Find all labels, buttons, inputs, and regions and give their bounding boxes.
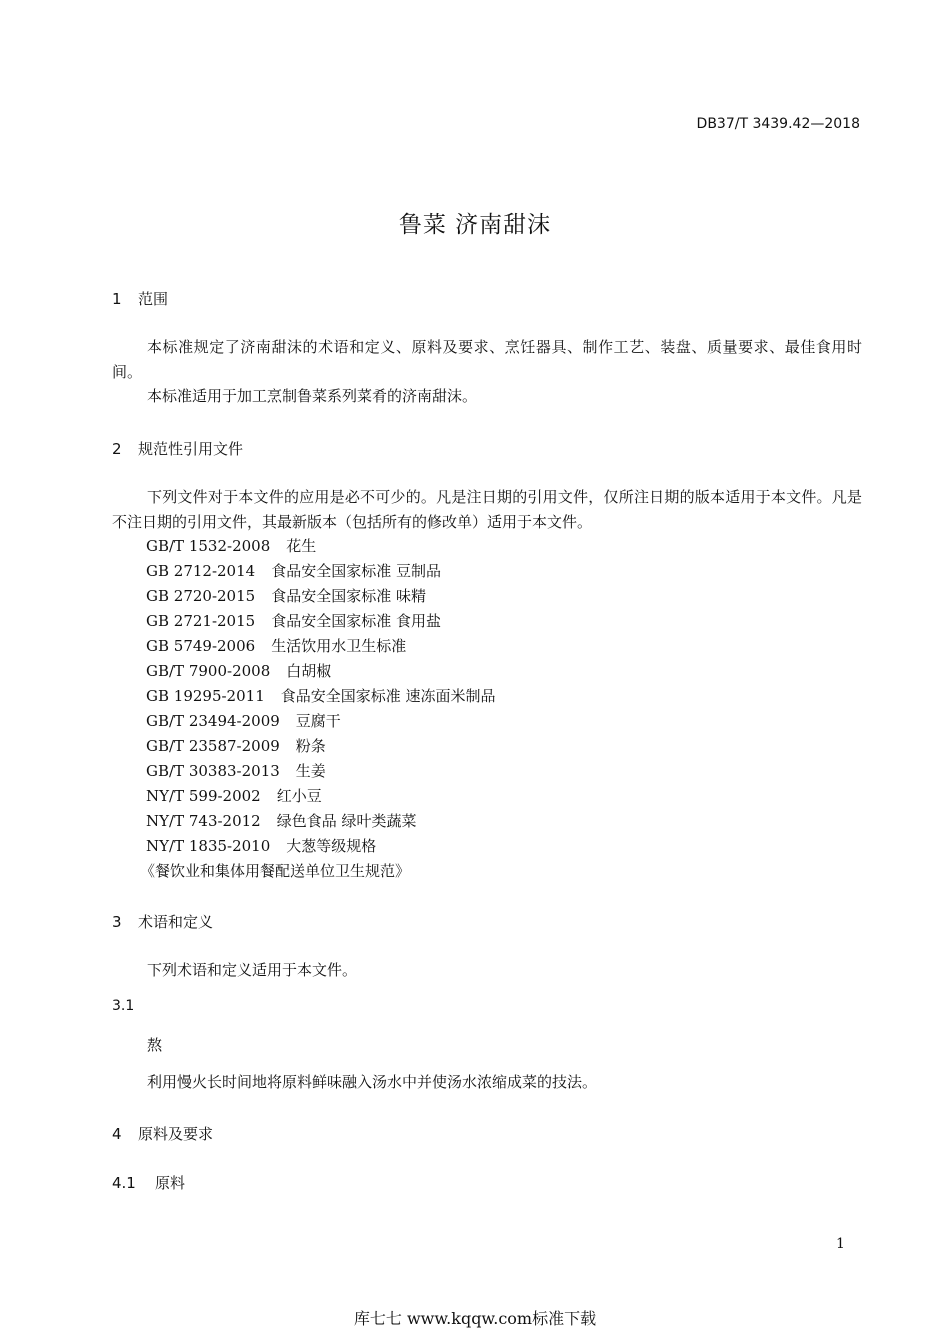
reference-name: 绿色食品 绿叶类蔬菜 xyxy=(276,812,417,830)
subsection-title: 原料 xyxy=(155,1174,186,1192)
section-number: 4 xyxy=(112,1125,122,1143)
section-title: 原料及要求 xyxy=(138,1125,214,1143)
reference-name: 食品安全国家标准 食用盐 xyxy=(271,612,441,630)
scope-paragraph-2: 本标准适用于加工烹制鲁菜系列菜肴的济南甜沫。 xyxy=(147,387,478,405)
section-number: 1 xyxy=(112,290,122,308)
subsection-number: 4.1 xyxy=(112,1174,136,1192)
reference-item xyxy=(146,760,326,781)
section-title: 范围 xyxy=(138,290,169,308)
reference-code: GB/T 1532-2008 xyxy=(146,537,271,555)
reference-item xyxy=(146,735,326,756)
reference-name: 食品安全国家标准 速冻面米制品 xyxy=(280,687,496,705)
reference-name: 大葱等级规格 xyxy=(286,837,377,855)
reference-code: GB/T 30383-2013 xyxy=(146,762,280,780)
reference-item xyxy=(146,685,496,706)
section-1-heading xyxy=(112,288,168,309)
scope-paragraph-1: 本标准规定了济南甜沫的术语和定义、原料及要求、烹饪器具、制作工艺、装盘、质量要求、最佳食用时间。 xyxy=(112,338,862,381)
reference-code: NY/T 599-2002 xyxy=(146,787,261,805)
reference-code: GB 2720-2015 xyxy=(146,587,256,605)
reference-item xyxy=(146,810,417,831)
reference-name: 豆腐干 xyxy=(295,712,341,730)
reference-code: NY/T 1835-2010 xyxy=(146,837,271,855)
section-number: 2 xyxy=(112,440,122,458)
reference-name: 白胡椒 xyxy=(286,662,332,680)
reference-item xyxy=(146,610,441,631)
reference-item xyxy=(146,710,341,731)
section-3-heading xyxy=(112,911,213,932)
references-intro: 下列文件对于本文件的应用是必不可少的。凡是注日期的引用文件，仅所注日期的版本适用于本文件。凡是不注日期的引用文件，其最新版本（包括所有的修改单）适用于本文件。 xyxy=(112,488,862,531)
section-number: 3 xyxy=(112,913,122,931)
reference-item xyxy=(146,585,426,606)
term-definition: 利用慢火长时间地将原料鲜味融入汤水中并使汤水浓缩成菜的技法。 xyxy=(147,1073,598,1091)
reference-item xyxy=(146,560,441,581)
reference-item xyxy=(146,635,406,656)
reference-code: GB 5749-2006 xyxy=(146,637,256,655)
reference-name: 红小豆 xyxy=(276,787,322,805)
reference-code: GB/T 23494-2009 xyxy=(146,712,280,730)
reference-name: 粉条 xyxy=(295,737,326,755)
reference-name: 食品安全国家标准 味精 xyxy=(271,587,426,605)
reference-code: GB/T 23587-2009 xyxy=(146,737,280,755)
section-title: 规范性引用文件 xyxy=(138,440,244,458)
reference-extra: 《餐饮业和集体用餐配送单位卫生规范》 xyxy=(140,862,411,880)
reference-name: 食品安全国家标准 豆制品 xyxy=(271,562,441,580)
footer-watermark: 库七七 www.kqqw.com标准下载 xyxy=(353,1309,597,1328)
section-title: 术语和定义 xyxy=(138,913,214,931)
reference-name: 生活饮用水卫生标准 xyxy=(271,637,407,655)
reference-code: GB/T 7900-2008 xyxy=(146,662,271,680)
reference-item xyxy=(146,785,322,806)
reference-code: GB 2721-2015 xyxy=(146,612,256,630)
reference-code: NY/T 743-2012 xyxy=(146,812,261,830)
term-number: 3.1 xyxy=(112,998,135,1014)
term-name: 熬 xyxy=(147,1036,163,1054)
reference-item xyxy=(146,535,316,556)
standard-id: DB37/T 3439.42—2018 xyxy=(696,116,860,132)
reference-name: 花生 xyxy=(286,537,317,555)
reference-code: GB 2712-2014 xyxy=(146,562,256,580)
reference-code: GB 19295-2011 xyxy=(146,687,265,705)
section-2-heading xyxy=(112,438,243,459)
page-number: 1 xyxy=(836,1236,845,1252)
reference-item xyxy=(146,660,331,681)
subsection-4-1-heading xyxy=(112,1172,185,1193)
section-4-heading xyxy=(112,1123,213,1144)
terms-intro: 下列术语和定义适用于本文件。 xyxy=(147,961,358,979)
reference-item xyxy=(146,835,376,856)
document-title: 鲁菜 济南甜沫 xyxy=(398,212,552,238)
reference-name: 生姜 xyxy=(295,762,326,780)
